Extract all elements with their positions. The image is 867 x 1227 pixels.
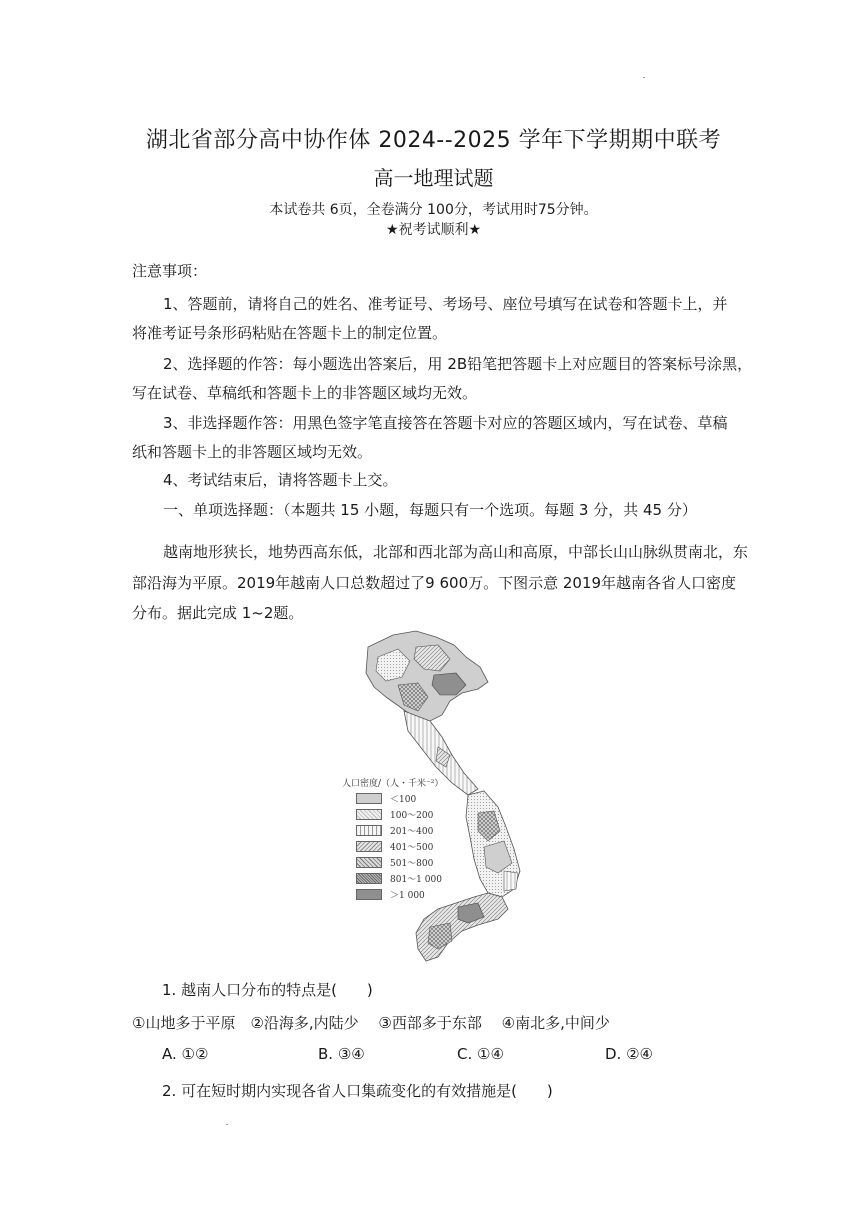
legend-label: 501～800: [390, 859, 434, 869]
legend-label: 201～400: [390, 827, 434, 837]
passage-line-1: 越南地形狭长，地势西高东低，北部和西北部为高山和高原，中部长山山脉纵贯南北，东: [163, 543, 749, 561]
notice-line-4: 写在试卷、草稿纸和答题卡上的非答题区域均无效。: [132, 384, 478, 402]
notice-line-2: 将准考证号条形码粘贴在答题卡上的制定位置。: [132, 324, 448, 342]
question-1-stem: 1. 越南人口分布的特点是( ): [162, 981, 373, 999]
passage-line-3: 分布。据此完成 1~2题。: [132, 604, 304, 622]
legend-title: 人口密度/（人・千米⁻²）: [342, 779, 444, 789]
legend-swatch: [356, 889, 382, 900]
legend-swatch: [356, 809, 382, 820]
legend-swatch: [356, 857, 382, 868]
passage-line-2: 部沿海为平原。2019年越南人口总数超过了9 600万。下图示意 2019年越南各省人口密度: [132, 574, 737, 592]
legend-swatch: [356, 793, 382, 804]
legend-swatch: [356, 841, 382, 852]
notice-line-3: 2、选择题的作答：每小题选出答案后，用 2B铅笔把答题卡上对应题目的答案标号涂黑，: [163, 355, 753, 373]
exam-subtitle: 高一地理试题: [373, 166, 494, 190]
legend-label: 401～500: [390, 843, 434, 853]
exam-wish: ★祝考试顺利★: [385, 222, 482, 238]
notice-line-5: 3、非选择题作答：用黑色签字笔直接答在答题卡对应的答题区域内，写在试卷、草稿: [163, 414, 728, 432]
legend-label: 100～200: [390, 811, 434, 821]
notice-line-6: 纸和答题卡上的非答题区域均无效。: [132, 443, 373, 461]
notice-line-1: 1、答题前，请将自己的姓名、准考证号、考场号、座位号填写在试卷和答题卡上，并: [163, 295, 728, 313]
legend-swatch: [356, 825, 382, 836]
legend-swatch: [356, 873, 382, 884]
section-heading: 一、单项选择题：（本题共 15 小题，每题只有一个选项。每题 3 分，共 45 分）: [163, 501, 697, 519]
legend-label: ＜100: [390, 795, 417, 805]
notice-heading: 注意事项：: [132, 262, 208, 280]
exam-title: 湖北省部分高中协作体 2024--2025 学年下学期期中联考: [145, 128, 722, 153]
scan-dot: [226, 1124, 228, 1125]
notice-line-7: 4、考试结束后，请将答题卡上交。: [163, 471, 398, 489]
exam-info: 本试卷共 6页，全卷满分 100分，考试用时75分钟。: [269, 202, 598, 218]
option-b[interactable]: B. ③④: [318, 1045, 365, 1063]
question-2-stem: 2. 可在短时期内实现各省人口集疏变化的有效措施是( ): [162, 1082, 553, 1100]
legend-label: 801～1 000: [390, 875, 442, 885]
option-c[interactable]: C. ①④: [457, 1045, 504, 1063]
legend-label: ＞1 000: [390, 891, 425, 901]
question-1-statements: ①山地多于平原 ②沿海多,内陆少 ③西部多于东部 ④南北多,中间少: [132, 1014, 610, 1032]
scan-dot: [643, 77, 645, 78]
option-a[interactable]: A. ①②: [162, 1045, 209, 1063]
option-d[interactable]: D. ②④: [605, 1045, 653, 1063]
